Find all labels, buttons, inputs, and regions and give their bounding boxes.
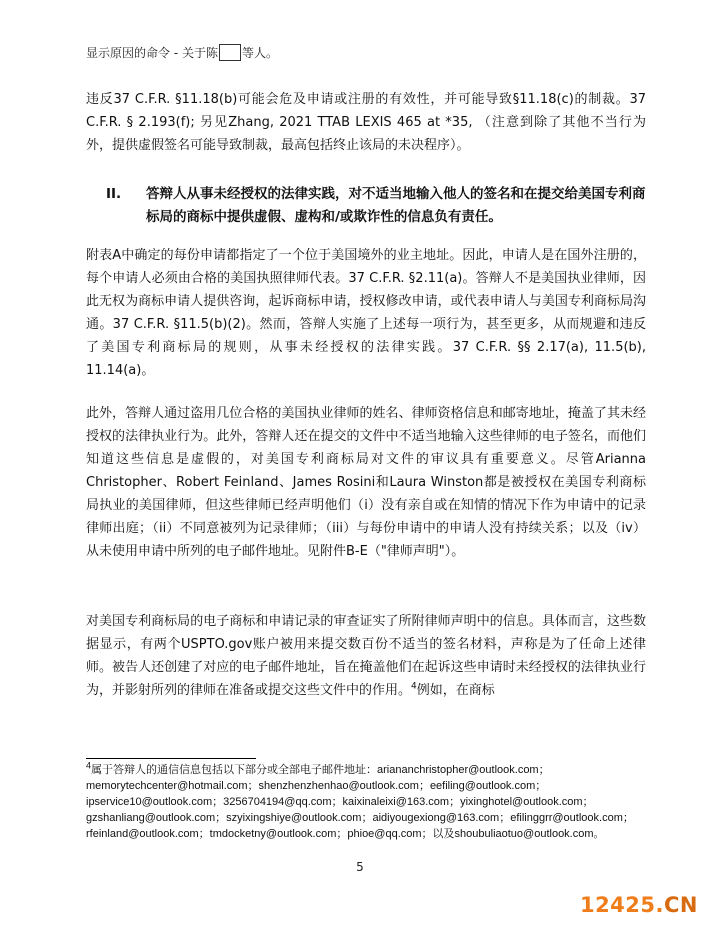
footnote-mark: 4 [86,760,92,771]
section-title: 答辩人从事未经授权的法律实践，对不适当地输入他人的签名和在提交给美国专利商标局的商标中提供虚假、虚构和/或欺诈性的信息负有责任。 [146,186,646,225]
watermark-digits: 12425 [579,893,656,917]
header-prefix: 显示原因的命令 - 关于陈 [86,46,218,60]
paragraph-3: 此外，答辩人通过盗用几位合格的美国执业律师的姓名、律师资格信息和邮寄地址，掩盖了其未经授权的法律执业行为。此外，答辩人还在提交的文件中不适当地输入这些律师的电子签名，而他们知道这些信息是虚假的，对美国专利商标局对文件的审议具有重要意义。尽管Arianna Christopher、Robert Feinland、James Rosini和Laura Winston都是被授权在美国专利商标局执业的美国律师，但这些律师已经声明他们（i）没有亲自或在知情的情况下作为申请中的记录律师出庭；（ii）不同意被列为记录律师；（iii）与每份申请中的申请人没有持续关系；以及（iv）从未使用申请中所列的电子邮件地址。见附件B-E（"律师声明"）。 [86,406,646,559]
footnote-divider [86,758,256,759]
paragraph-2: 附表A中确定的每份申请都指定了一个位于美国境外的业主地址。因此，申请人是在国外注册的，每个申请人必须由合格的美国执照律师代表。37 C.F.R. §2.11(a)。答辩人不是美国执业律师，因此无权为商标申请人提供咨询，起诉商标申请，授权修改申请，或代表申请人与美国专利商标局沟通。37 C.F.R. §11.5(b)(2)。然而，答辩人实施了上述每一项行为，甚至更多，从而规避和违反了美国专利商标局的规则，从事未经授权的法律实践。37 C.F.R. §§ 2.17(a), 11.5(b), 11.14(a)。 [86,248,646,378]
section-number: II. [106,186,122,202]
footnote-text: 属于答辩人的通信信息包括以下部分或全部电子邮件地址：ariananchristopher@outlook.com；memorytechcenter@hotmail.com；shenzhenzhenhao@outlook.com；eefiling@outlook.com；ipservice10@outlook.com；3256704194@qq.com；kaixinaleixi@163.com；yixinghotel@outlook.com；gzshanliang@outlook.com；szyixingshiye@outlook.com；aidiyougexiong@163.com；efilinggrr@outlook.com；rfeinland@outlook.com；tmdocketny@outlook.com；phioe@qq.com；以及shoubuliaotuo@outlook.com。 [86,764,634,840]
running-header [86,44,278,61]
section-heading [106,183,646,229]
watermark-dot: . [655,893,664,917]
footnote-ref: 4 [411,681,417,692]
paragraph-1: 违反37 C.F.R. §11.18(b)可能会危及申请或注册的有效性，并可能导致§11.18(c)的制裁。37 C.F.R. § 2.193(f); 另见Zhang, 2021 TTAB LEXIS 465 at *35, （注意到除了其他不当行为外，提供虚假签名可能导致制裁，最高包括终止该局的未决程序）。 [86,92,646,153]
site-watermark [580,893,698,917]
footnote [86,762,646,842]
page-number: 5 [356,860,364,874]
paragraph-4-body: 对美国专利商标局的电子商标和申请记录的审查证实了所附律师声明中的信息。具体而言，这些数据显示，有两个USPTO.gov账户被用来提交数百份不适当的签名材料，声称是为了任命上述律师。被告人还创建了对应的电子邮件地址，旨在掩盖他们在起诉这些申请时未经授权的法律执业行为，并影射所列的律师在准备或提交这些文件中的作用。 [86,614,646,698]
paragraph-4 [86,610,646,702]
header-suffix: 等人。 [241,46,278,60]
redaction-box [219,44,241,61]
paragraph-4-tail: 例如，在商标 [416,683,495,698]
watermark-suffix: CN [664,893,698,917]
